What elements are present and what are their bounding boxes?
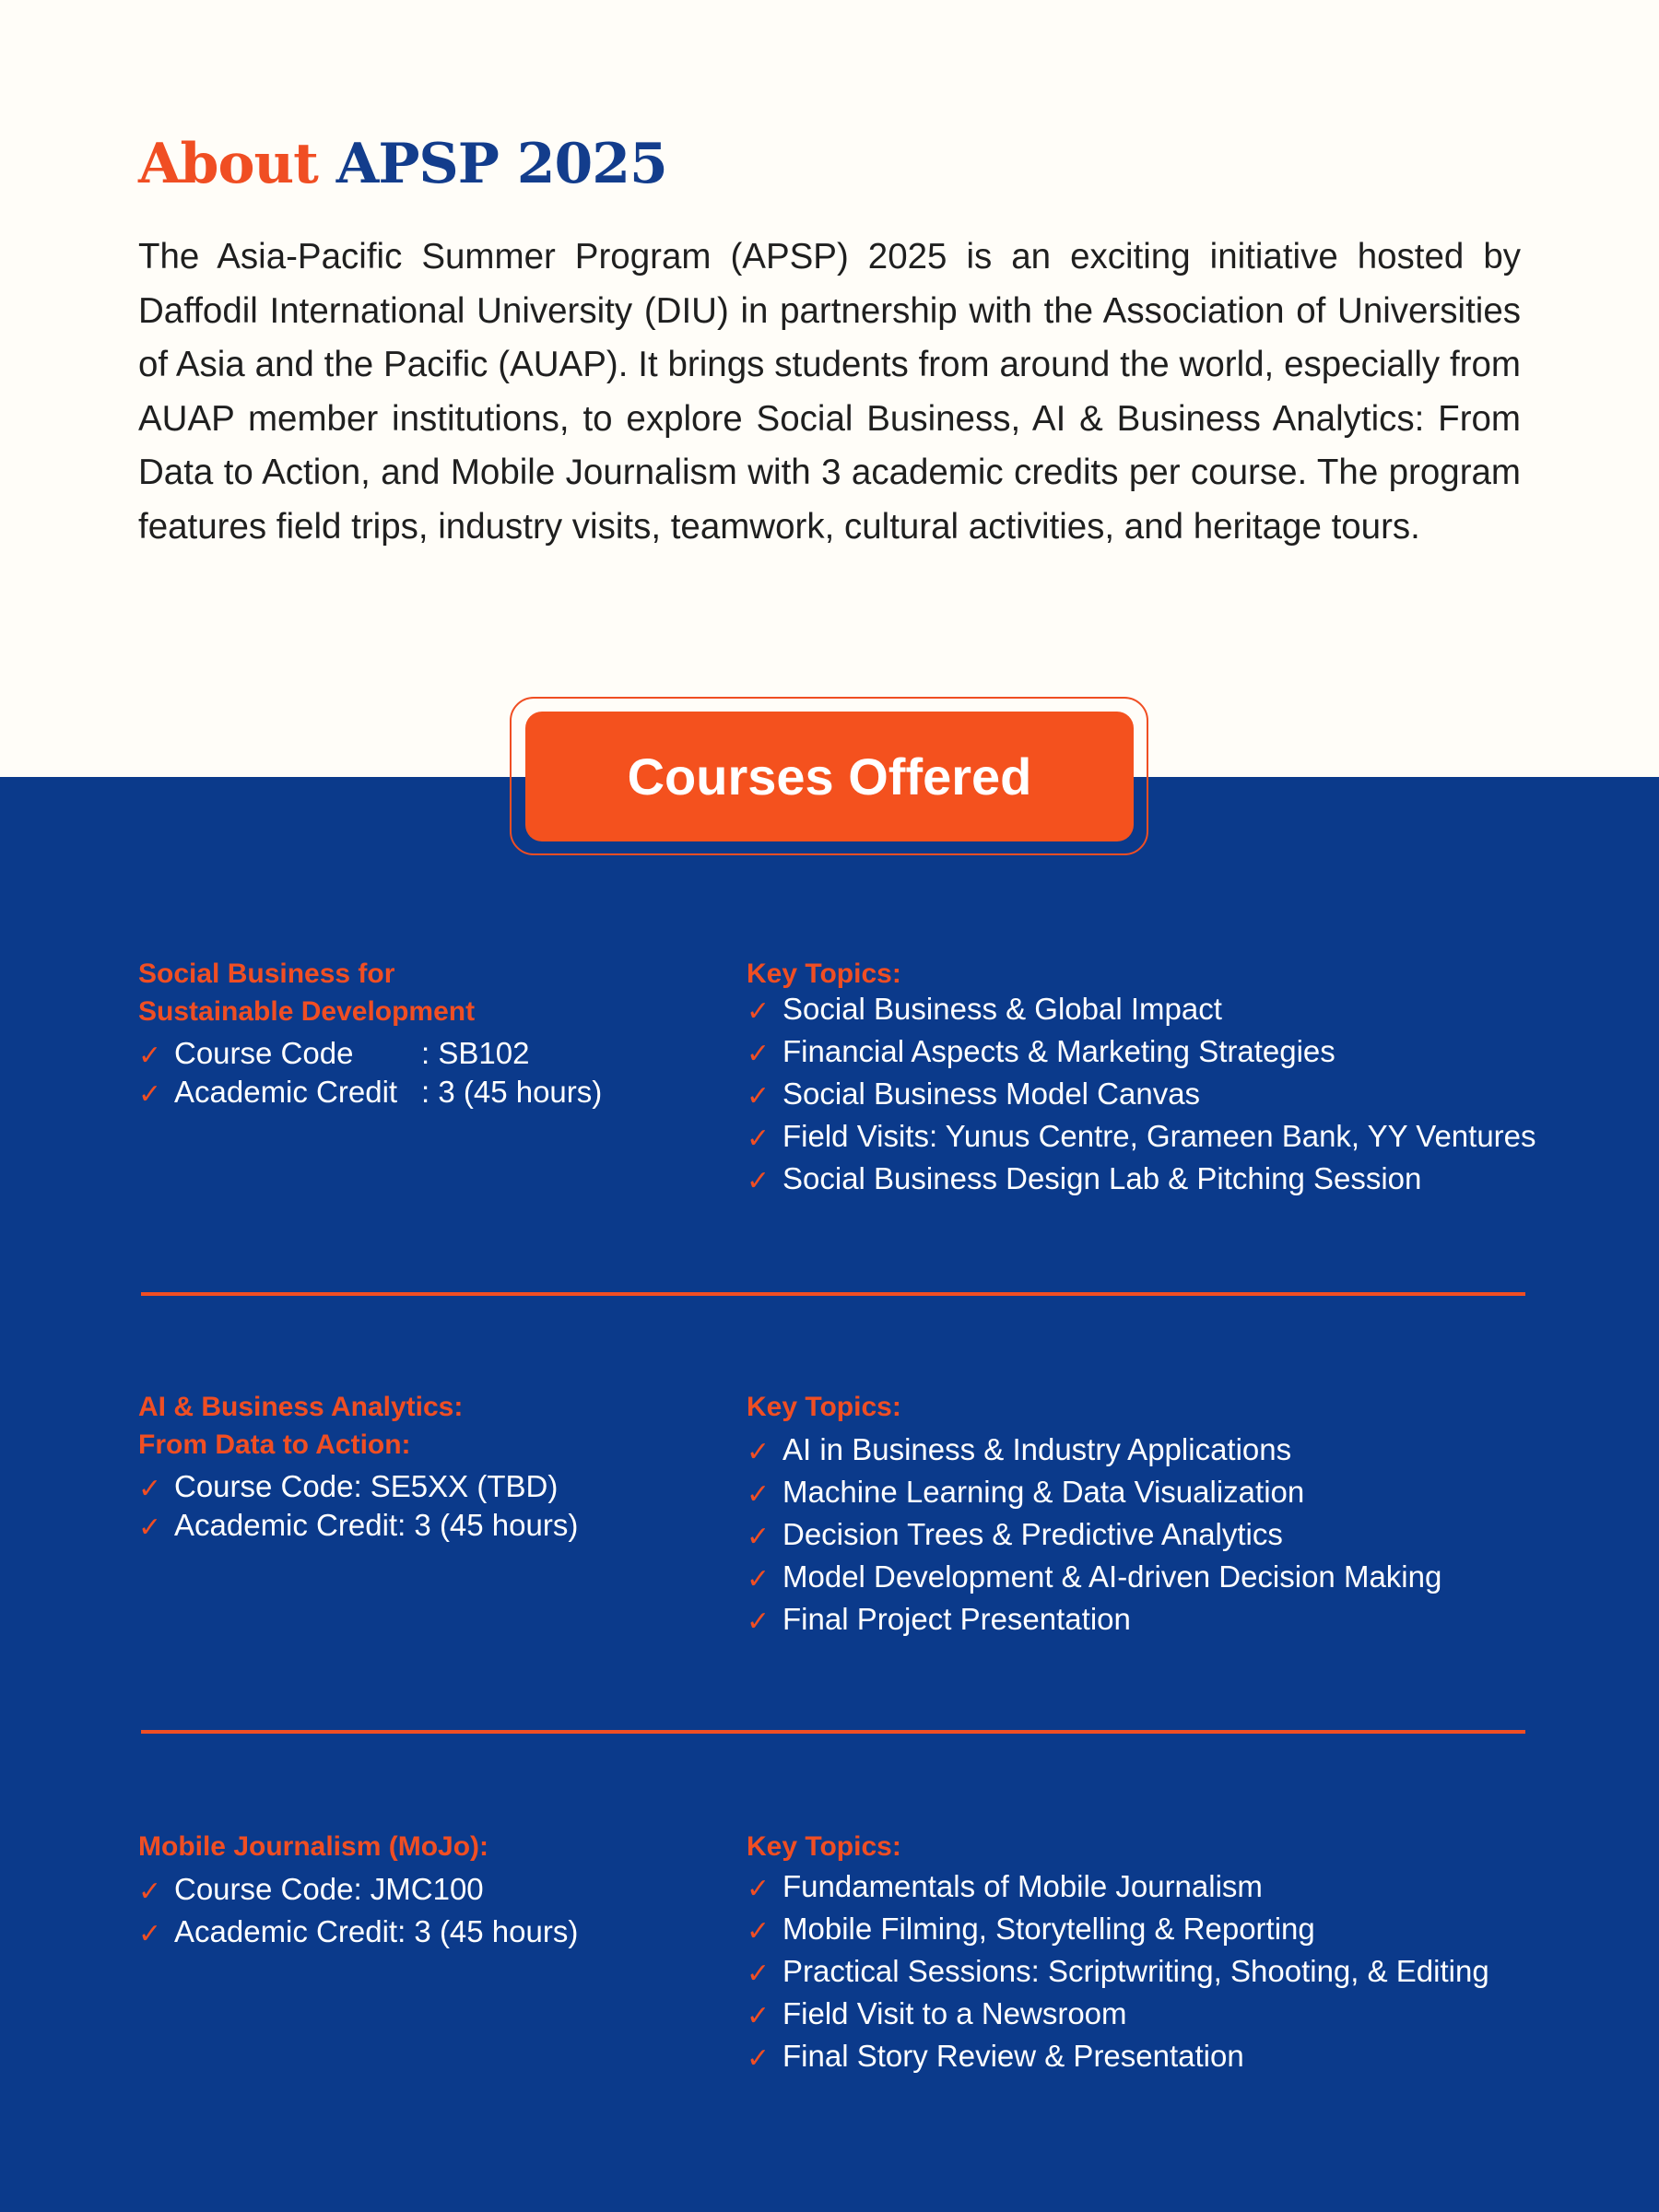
about-heading [138,127,667,201]
academic-credit-text: Academic Credit: 3 (45 hours) [174,1508,579,1542]
key-topic-text: Social Business Design Lab & Pitching Session [782,1161,1422,1195]
course-code [138,1034,710,1073]
check-icon: ✓ [138,1877,162,1907]
check-icon: ✓ [138,1079,162,1110]
key-topic-item [747,1159,1576,1202]
about-body: The Asia-Pacific Summer Program (APSP) 2025 is an exciting initiative hosted by Daffodil International University (DIU) in partnership with the Association of Universities of Asia and the Pacific (AUAP). It brings students from around the world, especially from AUAP member institutions, to explore Social Business, AI & Business Analytics: From Data to Action, and Mobile Journalism with 3 academic credits per course. The program features field trips, industry visits, teamwork, cultural activities, and heritage tours. [138,237,1521,547]
courses-offered-banner: Courses Offered [525,712,1134,841]
check-icon: ✓ [138,1041,162,1071]
key-topic-item [747,1600,1576,1642]
check-icon: ✓ [747,1564,771,1594]
academic-credit-text: Academic Credit: 3 (45 hours) [174,1914,579,1948]
check-icon: ✓ [747,1437,771,1467]
key-topic-text: Decision Trees & Predictive Analytics [782,1517,1283,1551]
key-topics-title: Key Topics: [747,1831,901,1862]
course-title-line: From Data to Action: [138,1430,411,1460]
key-topic-item [747,990,1576,1032]
section-divider [141,1292,1525,1296]
academic-credit [138,1073,710,1112]
course-title-line: Mobile Journalism (MoJo): [138,1831,489,1862]
academic-credit [138,1506,710,1545]
key-topics-list [747,990,1576,1202]
course-title [138,955,691,1030]
course-code [138,1467,710,1506]
key-topic-text: Financial Aspects & Marketing Strategies [782,1034,1335,1068]
key-topic-text: Final Project Presentation [782,1602,1131,1636]
key-topic-item [747,1910,1576,1952]
check-icon: ✓ [747,1916,771,1947]
key-topic-item [747,1075,1576,1117]
key-topic-text: Fundamentals of Mobile Journalism [782,1869,1263,1903]
key-topic-text: AI in Business & Industry Applications [782,1432,1292,1466]
check-icon: ✓ [138,1512,162,1543]
key-topic-item [747,1558,1576,1600]
key-topic-text: Final Story Review & Presentation [782,2039,1244,2073]
course-code-text: Course Code: JMC100 [174,1872,484,1906]
check-icon: ✓ [747,1124,771,1154]
about-heading-word: About [138,132,318,196]
key-topics-title: Key Topics: [747,1392,901,1422]
check-icon: ✓ [138,1474,162,1504]
check-icon: ✓ [747,1479,771,1510]
course-code-label: Course Code [174,1036,354,1070]
course-code-text: Course Code: SE5XX (TBD) [174,1469,559,1503]
key-topic-text: Social Business & Global Impact [782,992,1222,1026]
key-topic-item [747,1515,1576,1558]
key-topic-text: Field Visits: Yunus Centre, Grameen Bank, YY Ventures [782,1119,1536,1153]
key-topic-item [747,1952,1576,1994]
key-topic-item [747,2037,1576,2079]
check-icon: ✓ [747,996,771,1027]
check-icon: ✓ [747,1166,771,1196]
course-title-line: AI & Business Analytics: [138,1392,464,1422]
course-code [138,1870,710,1912]
check-icon: ✓ [747,2043,771,2074]
key-topic-text: Machine Learning & Data Visualization [782,1475,1305,1509]
check-icon: ✓ [747,1959,771,1989]
course-title-line: Sustainable Development [138,996,476,1027]
course-code-value: : SB102 [421,1036,530,1070]
check-icon: ✓ [747,1874,771,1904]
key-topics-title: Key Topics: [747,959,901,989]
about-heading-program: APSP 2025 [335,132,667,196]
check-icon: ✓ [747,1081,771,1112]
course-title [138,1828,691,1865]
key-topic-text: Mobile Filming, Storytelling & Reporting [782,1912,1315,1946]
key-topic-text: Social Business Model Canvas [782,1077,1201,1111]
check-icon: ✓ [138,1919,162,1949]
key-topic-item [747,1430,1576,1473]
key-topic-text: Field Visit to a Newsroom [782,1996,1127,2030]
academic-credit-value: : 3 (45 hours) [421,1075,603,1109]
course-meta-list [138,1034,710,1112]
key-topic-item [747,1473,1576,1515]
academic-credit-label: Academic Credit [174,1075,398,1109]
key-topic-text: Practical Sessions: Scriptwriting, Shooting, & Editing [782,1954,1489,1988]
check-icon: ✓ [747,1606,771,1637]
check-icon: ✓ [747,1522,771,1552]
course-title-line: Social Business for [138,959,395,989]
key-topics-list [747,1430,1576,1642]
check-icon: ✓ [747,2001,771,2031]
key-topic-item [747,1994,1576,2037]
course-title [138,1388,691,1464]
key-topic-item [747,1867,1576,1910]
key-topic-item [747,1117,1576,1159]
key-topic-item [747,1032,1576,1075]
check-icon: ✓ [747,1039,771,1069]
course-meta-list [138,1870,710,1955]
section-divider [141,1730,1525,1734]
course-meta-list [138,1467,710,1545]
key-topics-list [747,1867,1576,2079]
academic-credit [138,1912,710,1955]
key-topic-text: Model Development & AI-driven Decision Making [782,1559,1442,1594]
